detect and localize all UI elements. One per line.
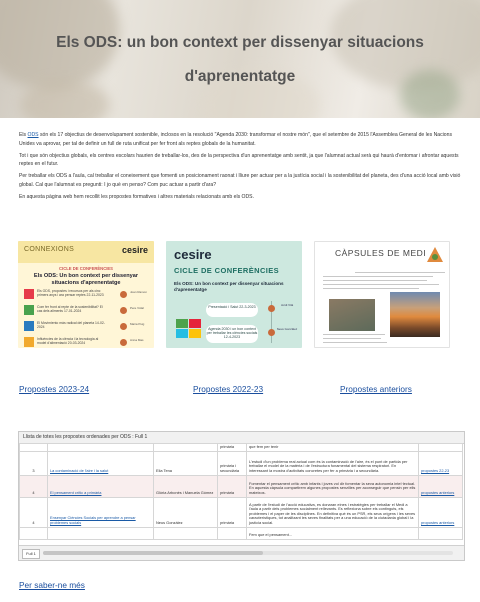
intro-text [19,131,463,205]
proposal-link[interactable] [419,527,463,539]
proposal-title[interactable]: La contaminació de l'aire i la salut [48,451,154,475]
ods-icon [24,321,34,331]
intro-paragraph-1 [19,131,463,148]
text-line [323,284,439,285]
text-line [323,280,427,281]
proposal-description: Fem que el pensament... [247,527,419,539]
table-row [20,527,463,539]
timeline-dot [268,329,275,336]
ods-icon [24,289,34,299]
conference-row [24,336,148,348]
capsules-logo-icon [426,246,444,264]
timeline-dot [120,323,127,330]
conference-speaker: Joan Ramon [130,290,148,294]
text-line [355,272,445,273]
proposal-description: L'estudi d'un problema real actual com és la contaminació de l'aire, és el punt de partida per treballar el model de la matèria i de l'estructura fonamental del sistema respiratori. En interessant la mostra d'activitats concretes per fer a primària i a secundària. [247,451,419,475]
ods-icon [24,305,34,315]
proposal-level: primària i secundària [218,451,247,475]
proposal-link[interactable]: propostes anteriors [419,497,463,527]
ods-link[interactable]: ODS [27,132,39,138]
conference-speaker: Maria Puig [130,322,145,326]
sheet-footer [19,545,464,561]
card-propostes-2023-24[interactable] [18,241,154,348]
propostes-2022-23-link[interactable]: Propostes 2022-23 [193,384,264,394]
spreadsheet-embed[interactable] [18,431,465,561]
proposal-author: Neus González [154,497,218,527]
proposal-description: que fem per tenir [247,444,419,452]
proposal-title[interactable] [48,527,154,539]
ods-icon [176,319,202,339]
proposal-title[interactable]: Ensenyar Ciències Socials per aprendre a pensar problemes socials [48,497,154,527]
thumbnail-image [329,299,375,331]
conference-speaker: Pere Vidal [130,306,144,310]
scroll-thumb[interactable] [43,551,263,555]
card-header [18,241,154,263]
conference-row [24,320,148,334]
row-number: 3 [20,451,48,475]
intro-text-span: Els [19,132,28,138]
ods-icon [24,337,34,347]
event-speaker: Neus González [276,327,298,331]
card-title: Els ODS: Un bon context per dissenyar situacions d'aprenentatge [33,273,139,286]
page-title: Els ODS: un bon context per dissenyar situacions d'aprenentatge [56,34,424,85]
more-info-link[interactable]: Per saber-ne més [19,580,85,590]
proposal-link[interactable]: propostes anteriors [419,475,463,497]
cesire-logo: cesire [121,245,148,255]
proposal-link[interactable]: propostes 22-23 [419,451,463,475]
sheet-caption: Llista de totes les propostes ordenades per ODS : Full 1 [23,434,148,440]
proposals-table [19,443,463,540]
proposal-author [154,527,218,539]
conference-text: El Movimiento más radical del planeta 14-02-2024 [37,321,105,329]
card-title: Els ODS: Un bon context per dissenyar situacions d'aprenentatge [174,281,284,292]
row-number [20,527,48,539]
intro-text-span: són els 17 objectius de desenvolupament sostenible, inclosos en la resolució "Agenda 2030: transformar el nostre món", que el setembre de 2015 l'Assemblea General de les Nacions Unides va aprovar, per tal de definir un full de ruta unificat per fer front als reptes globals de la humanitat. [19,132,453,147]
conference-row [24,288,148,302]
proposal-level: primària [218,497,247,527]
card-propostes-2022-23[interactable] [166,241,302,348]
timeline-dot [268,305,275,312]
card-subtitle: CICLE DE CONFERÈNCIES [174,266,280,275]
conference-speaker: Anna Mas [130,338,144,342]
table-row [20,475,463,497]
card-title: CÀPSULES DE MEDI [335,248,427,258]
text-line [323,342,387,343]
text-line [323,288,419,289]
card-rows [18,288,154,348]
timeline-dot [120,339,127,346]
table-row [20,451,463,475]
connexions-logo: CONNEXIONS [24,246,75,253]
text-line [323,276,433,277]
text-line [323,334,385,335]
row-number [20,444,48,452]
table-row [20,497,463,527]
proposal-link[interactable] [419,444,463,452]
proposal-title[interactable]: El pensament crític a primària [48,475,154,497]
hero-banner [0,0,480,118]
table-row [20,444,463,452]
conference-text: Els ODS, propostes i recursos per als cinc primers anys i ara pensar reptes 22-11-2023 [37,289,104,297]
card-subtitle: CICLE DE CONFERÈNCIES [59,266,113,271]
conference-text: Influències de la ciència i la tecnologia al model d'alimentació 20-03-2024 [37,337,99,345]
conference-text: Com fer front al repte de la sostenibilitat? El cas dels aliments 17-01-2024 [37,305,103,313]
proposal-author: Glòria Arbonès i Manuela Gómez [154,475,218,497]
event-pill: Presentació i Salut 22-3-2023 [206,303,258,317]
timeline-dot [120,307,127,314]
row-number: 4 [20,497,48,527]
propostes-2023-24-link[interactable]: Propostes 2023-24 [19,384,90,394]
proposal-author: Elia Tena [154,451,218,475]
cesire-logo: cesire [174,247,212,262]
sunset-image [390,292,440,337]
proposal-level: primària [218,475,247,497]
conference-row [24,304,148,318]
intro-paragraph-3: Per treballar els ODS a l'aula, cal treballar el coneixement que fomenti un posicionament raonat i lliure per actuar per a la justícia social i la sostenibilitat del planeta, des d'una acció local amb visió global. Cal que l'alumnat es pregunti: I jo què en penso? Com puc actuar a partir d'ara? [19,173,461,188]
event-speaker: Jordi Vilà [280,303,294,307]
row-number: 4 [20,475,48,497]
proposal-author [154,444,218,452]
timeline-dot [120,291,127,298]
proposal-description: A partir de l'estudi de l'acció educativa, es donaran eines i estratègies per treballar el Medi a l'aula a partir dels problemes socialment rellevants. Es reflexiona sobre els continguts, els problemes i el paper de les disciplines. En definitiva què és un PSR, els seus orígens i les seves característiques, tot analitzant les seves finalitats per a una educació de la ciutadania global i la justícia social. [247,497,419,527]
intro-paragraph-2: Tot i que són objectius globals, els centres escolars haurien de treballar-los, des de la perspectiva d'un aprenentatge amb sentit, ja que l'alumnat actual serà qui haurà d'entomar i afrontar aquests reptes en el futur. [19,152,459,168]
horizontal-scrollbar[interactable] [43,551,453,555]
proposal-level [218,527,247,539]
proposal-level: primària [218,444,247,452]
sheet-tab[interactable]: Full 1 [22,549,40,559]
intro-paragraph-4: En aquesta pàgina web hem recollit les propostes formatives i altres materials relacionats amb els ODS. [19,194,254,201]
text-line [323,338,381,339]
propostes-anteriors-link[interactable]: Propostes anteriors [340,384,412,394]
proposal-title[interactable] [48,444,154,452]
event-pill: Agenda 2030 i un bon context per treballar les ciències socials 12-4-2023 [206,325,258,343]
card-propostes-anteriors[interactable] [314,241,450,348]
proposal-description: Fomentar el pensament crític amb infants i joves vol dir fomentar la seva autonomia intel·lectual. En aquesta càpsula compartirem algunes propostes senzilles per aconseguir que pensin per ells mateixos. [247,475,419,497]
